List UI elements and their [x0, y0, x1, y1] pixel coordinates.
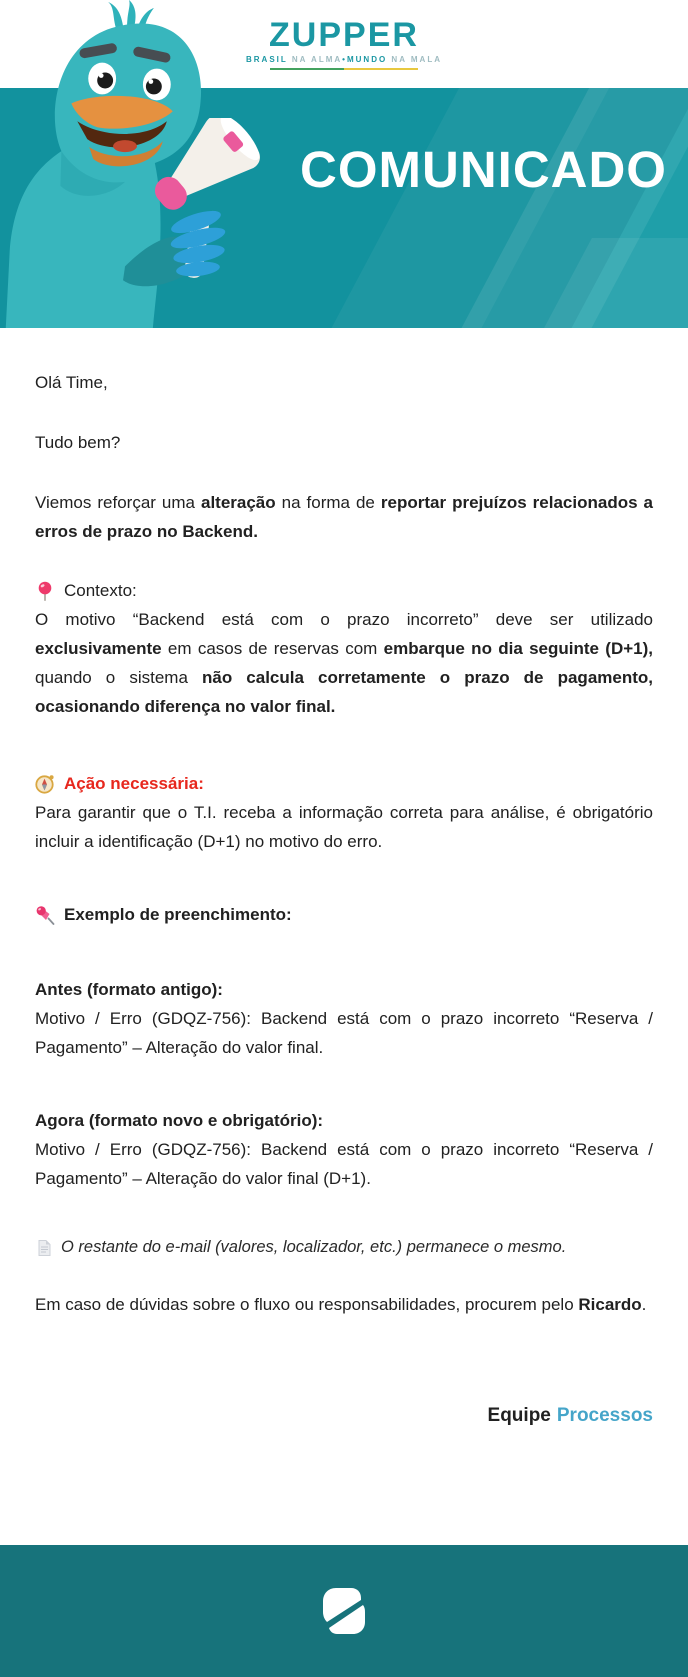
underline-yellow-segment — [344, 68, 418, 70]
zupper-tagline: BRASIL NA ALMA•MUNDO NA MALA — [246, 55, 442, 64]
action-paragraph: Para garantir que o T.I. receba a informação correta para análise, é obrigatório incluir a identificação (D+1) no motivo do erro. — [35, 803, 653, 851]
closing-paragraph: Em caso de dúvidas sobre o fluxo ou responsabilidades, procurem pelo Ricardo. — [35, 1295, 647, 1314]
greeting-paragraph: Olá Time, — [35, 373, 108, 392]
example-heading — [35, 900, 653, 929]
note-text: O restante do e-mail (valores, localizador, etc.) permanece o mesmo. — [61, 1238, 567, 1256]
zupper-z-logo — [321, 1586, 367, 1636]
header — [0, 0, 688, 88]
footer — [0, 1545, 688, 1677]
action-heading — [35, 769, 653, 798]
context-heading-label: Contexto: — [64, 581, 137, 600]
signature-team-name: Processos — [556, 1405, 653, 1426]
page-icon — [35, 1239, 53, 1257]
before-paragraph: Motivo / Erro (GDQZ-756): Backend está com o prazo incorreto “Reserva / Pagamento” – Alteração do valor final. — [35, 1009, 653, 1057]
email-body — [0, 328, 688, 1545]
banner-title: COMUNICADO — [300, 141, 667, 198]
after-paragraph: Motivo / Erro (GDQZ-756): Backend está com o prazo incorreto “Reserva / Pagamento” – Alteração do valor final (D+1). — [35, 1140, 653, 1188]
underline-green-segment — [270, 68, 344, 70]
example-heading-label: Exemplo de preenchimento: — [64, 905, 292, 924]
compass-icon — [35, 774, 55, 794]
after-heading: Agora (formato novo e obrigatório): — [35, 1111, 324, 1130]
comunicado-banner — [0, 88, 688, 328]
pushpin-icon — [35, 905, 55, 925]
intro-paragraph: Viemos reforçar uma alteração na forma de reportar prejuízos relacionados a erros de prazo no Backend. — [35, 493, 653, 541]
note-line — [35, 1233, 653, 1262]
round-pushpin-icon — [35, 581, 55, 601]
context-heading — [35, 576, 653, 605]
signature-team-label: Equipe — [487, 1405, 551, 1426]
howdy-paragraph: Tudo bem? — [35, 433, 121, 452]
logo-underline — [270, 68, 418, 70]
signature — [35, 1405, 653, 1427]
zupper-logo: ZUPPER — [269, 16, 419, 54]
before-heading: Antes (formato antigo): — [35, 980, 223, 999]
context-paragraph: O motivo “Backend está com o prazo incorreto” deve ser utilizado exclusivamente em casos de reservas com embarque no dia seguinte (D+1), quando o sistema não calcula corretamente o prazo de pagamento, ocasionando diferença no valor final. — [35, 610, 653, 716]
action-heading-label: Ação necessária: — [64, 774, 204, 793]
